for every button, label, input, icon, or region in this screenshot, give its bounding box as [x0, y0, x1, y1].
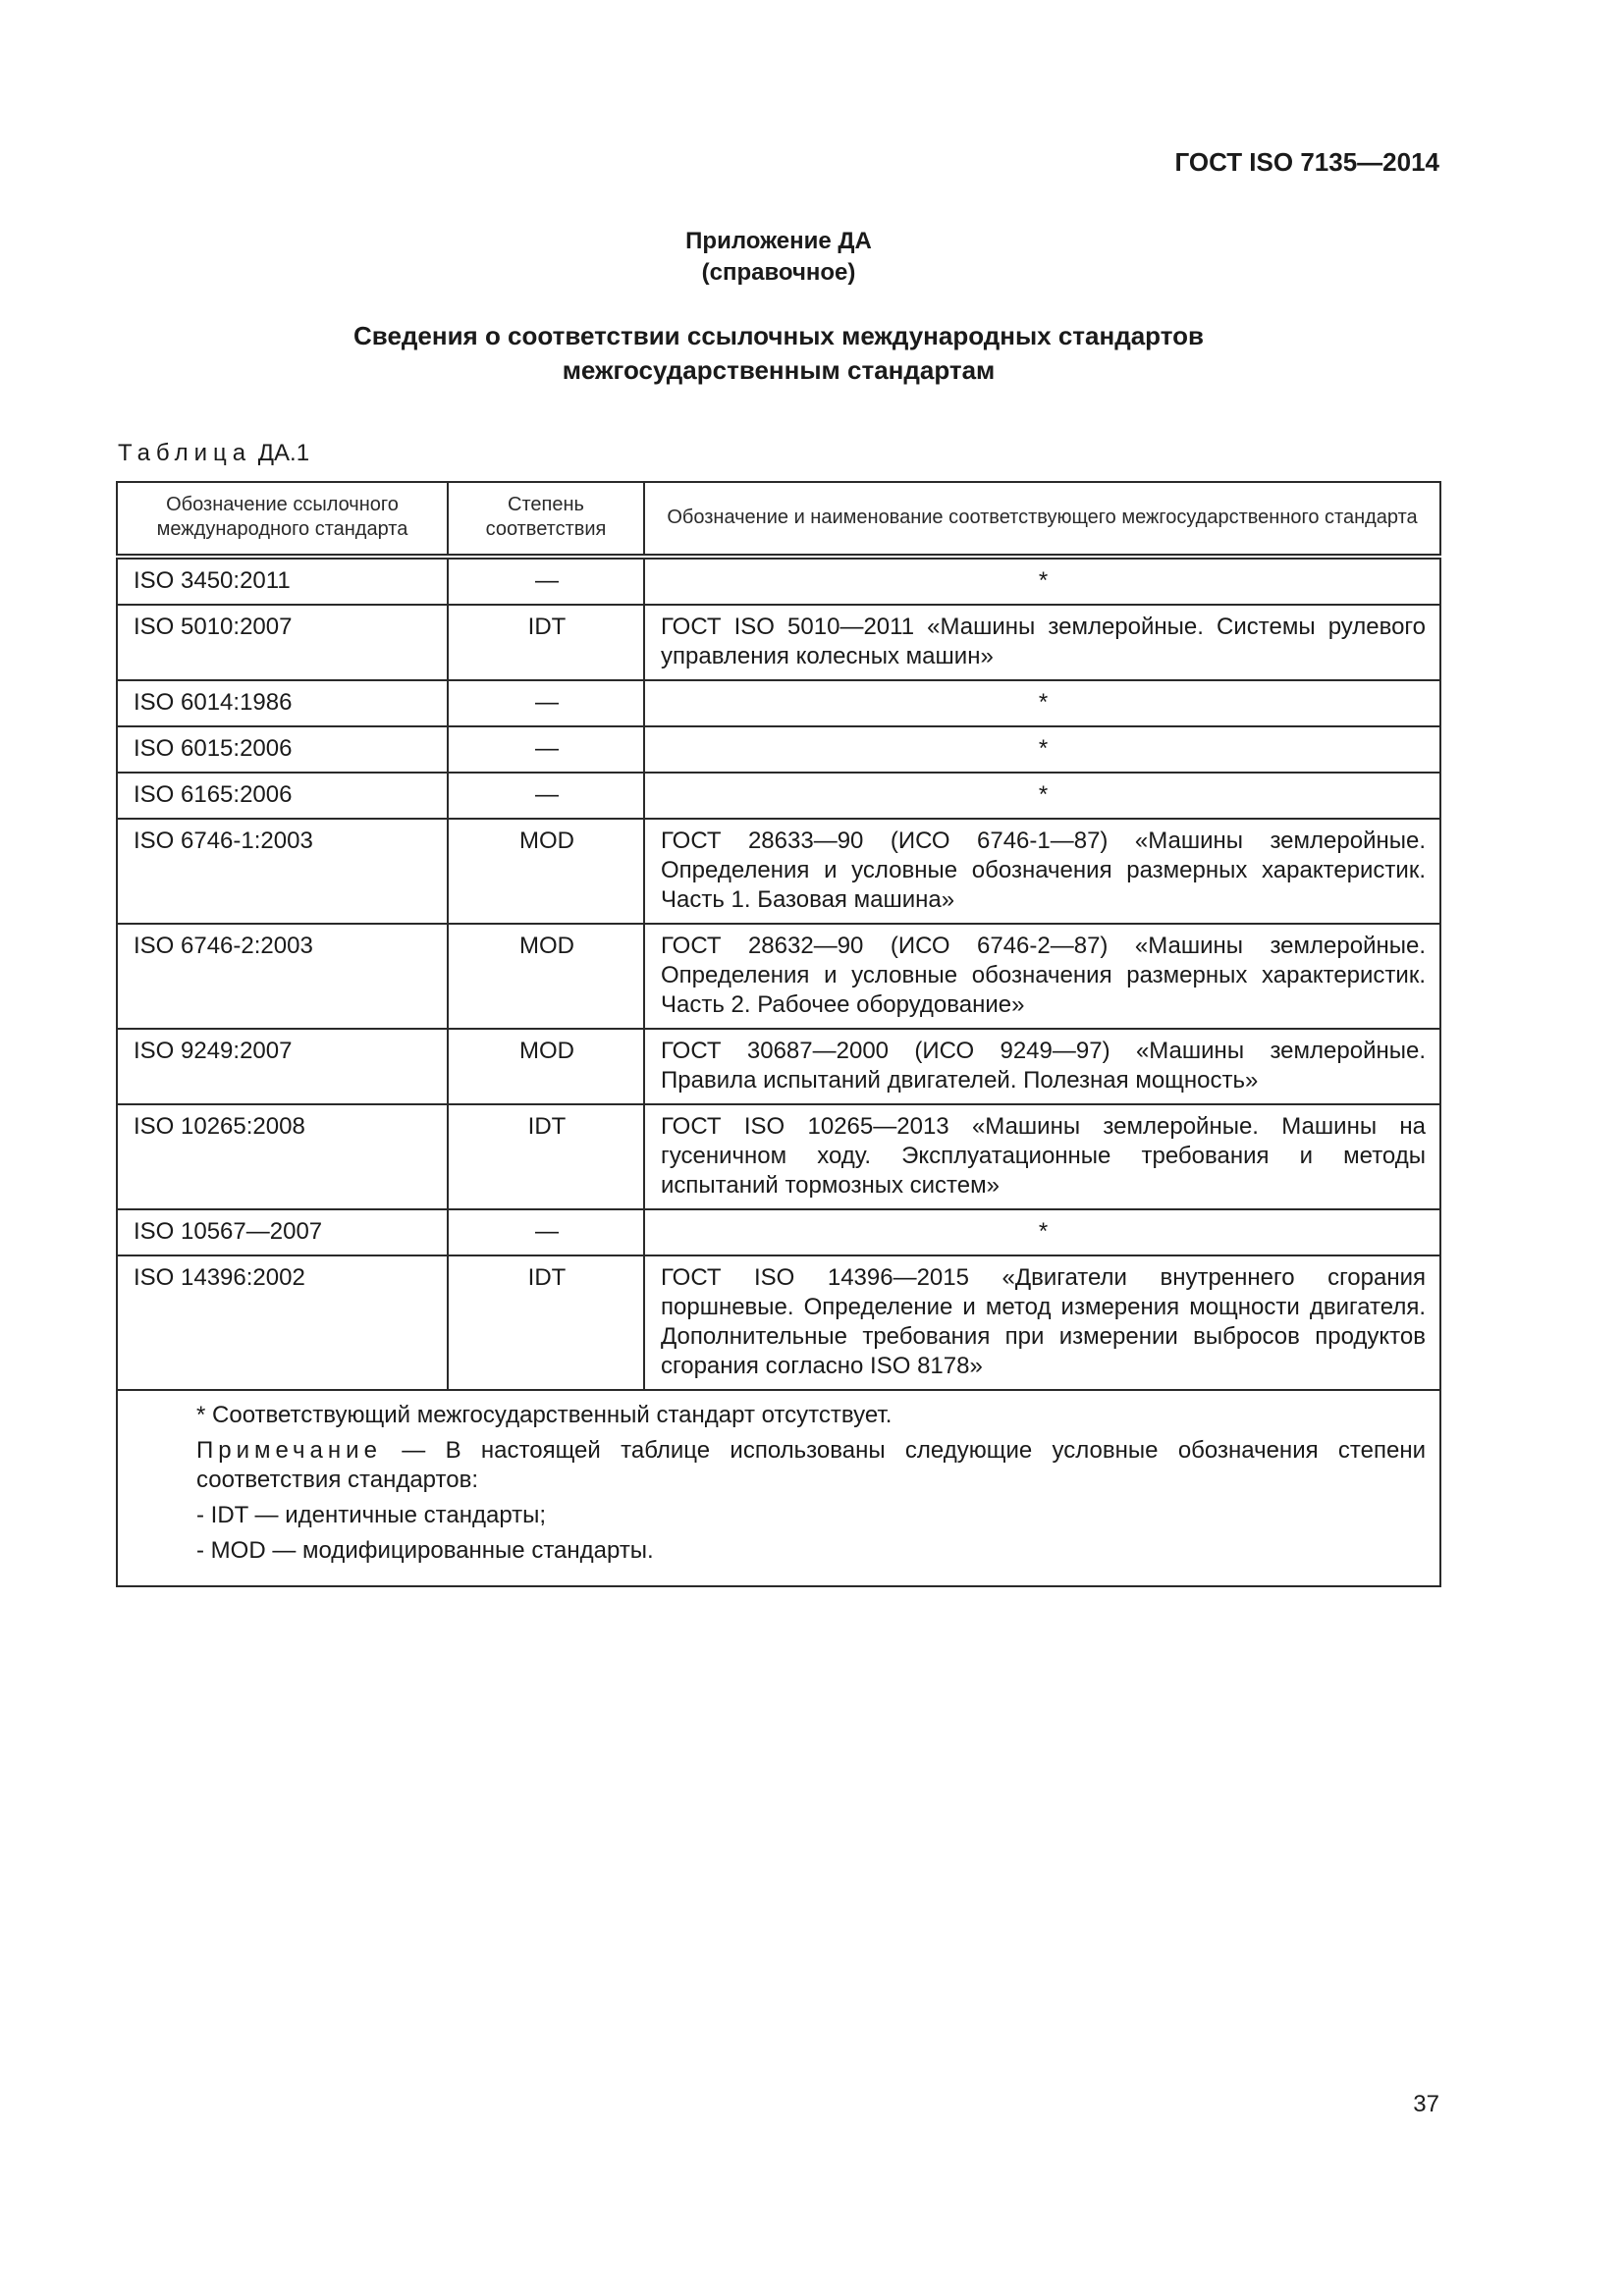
- cell-desc: *: [644, 726, 1440, 773]
- header-interstate-standard: Обозначение и наименование соответствующего межгосударственного стандарта: [644, 482, 1440, 557]
- table-row: [117, 726, 1440, 773]
- table-row: [117, 680, 1440, 726]
- table-row: [117, 557, 1440, 605]
- appendix-heading: [0, 226, 1557, 289]
- table-notes-row: [117, 1390, 1440, 1586]
- note-text: — В настоящей таблице использованы следующие условные обозначения степени соответствия стандартов:: [196, 1437, 1426, 1493]
- table-row: [117, 1209, 1440, 1255]
- footnote: * Соответствующий межгосударственный стандарт отсутствует.: [196, 1402, 893, 1428]
- table-row: [117, 924, 1440, 1029]
- page-number: 37: [1413, 2091, 1439, 2117]
- standards-table: [116, 481, 1441, 1587]
- cell-ref: ISO 6165:2006: [117, 773, 448, 819]
- table-caption: [118, 440, 309, 467]
- cell-degree: —: [448, 726, 644, 773]
- cell-ref: ISO 14396:2002: [117, 1255, 448, 1390]
- table-row: [117, 1255, 1440, 1390]
- cell-ref: ISO 10567—2007: [117, 1209, 448, 1255]
- cell-degree: IDT: [448, 605, 644, 680]
- table-row: [117, 773, 1440, 819]
- cell-degree: —: [448, 680, 644, 726]
- appendix-subtitle: (справочное): [701, 259, 856, 286]
- appendix-title: Приложение ДА: [685, 228, 872, 254]
- cell-ref: ISO 10265:2008: [117, 1104, 448, 1209]
- cell-desc: *: [644, 680, 1440, 726]
- legend-item-mod: - MOD — модифицированные стандарты.: [196, 1537, 654, 1564]
- cell-desc: ГОСТ ISO 10265—2013 «Машины землеройные. Машины на гусеничном ходу. Эксплуатационные требования и методы испытаний тормозных систем»: [644, 1104, 1440, 1209]
- table-row: [117, 819, 1440, 924]
- legend-item-idt: - IDT — идентичные стандарты;: [196, 1502, 547, 1528]
- cell-desc: ГОСТ 28632—90 (ИСО 6746-2—87) «Машины землеройные. Определения и условные обозначения размерных характеристик. Часть 2. Рабочее оборудование»: [644, 924, 1440, 1029]
- cell-ref: ISO 6746-1:2003: [117, 819, 448, 924]
- table-caption-word: Таблица: [118, 440, 252, 466]
- cell-ref: ISO 5010:2007: [117, 605, 448, 680]
- cell-degree: MOD: [448, 819, 644, 924]
- table-caption-number: ДА.1: [257, 440, 310, 466]
- table-notes: [117, 1390, 1440, 1586]
- cell-ref: ISO 9249:2007: [117, 1029, 448, 1104]
- section-title: [0, 319, 1557, 388]
- cell-desc: ГОСТ ISO 5010—2011 «Машины землеройные. Системы рулевого управления колесных машин»: [644, 605, 1440, 680]
- cell-ref: ISO 6014:1986: [117, 680, 448, 726]
- table-row: [117, 1104, 1440, 1209]
- cell-degree: —: [448, 773, 644, 819]
- table-row: [117, 1029, 1440, 1104]
- header-ref-standard: Обозначение ссылочного международного стандарта: [117, 482, 448, 557]
- cell-degree: —: [448, 1209, 644, 1255]
- cell-desc: ГОСТ ISO 14396—2015 «Двигатели внутреннего сгорания поршневые. Определение и метод измерения мощности двигателя. Дополнительные требования при измерении выбросов продуктов сгорания согласно ISO 8178»: [644, 1255, 1440, 1390]
- cell-ref: ISO 3450:2011: [117, 557, 448, 605]
- note: [196, 1436, 1426, 1495]
- table-header-row: [117, 482, 1440, 557]
- cell-degree: IDT: [448, 1255, 644, 1390]
- section-title-line-2: межгосударственным стандартам: [562, 355, 996, 385]
- cell-degree: IDT: [448, 1104, 644, 1209]
- cell-desc: *: [644, 773, 1440, 819]
- header-degree: Степень соответствия: [448, 482, 644, 557]
- cell-desc: *: [644, 557, 1440, 605]
- cell-desc: ГОСТ 28633—90 (ИСО 6746-1—87) «Машины землеройные. Определения и условные обозначения размерных характеристик. Часть 1. Базовая машина»: [644, 819, 1440, 924]
- note-label: Примечание: [196, 1437, 382, 1464]
- cell-degree: MOD: [448, 1029, 644, 1104]
- cell-ref: ISO 6746-2:2003: [117, 924, 448, 1029]
- document-code: ГОСТ ISO 7135—2014: [1174, 147, 1439, 177]
- section-title-line-1: Сведения о соответствии ссылочных международных стандартов: [353, 321, 1204, 350]
- cell-degree: MOD: [448, 924, 644, 1029]
- cell-desc: ГОСТ 30687—2000 (ИСО 9249—97) «Машины землеройные. Правила испытаний двигателей. Полезная мощность»: [644, 1029, 1440, 1104]
- cell-desc: *: [644, 1209, 1440, 1255]
- cell-ref: ISO 6015:2006: [117, 726, 448, 773]
- cell-degree: —: [448, 557, 644, 605]
- table-row: [117, 605, 1440, 680]
